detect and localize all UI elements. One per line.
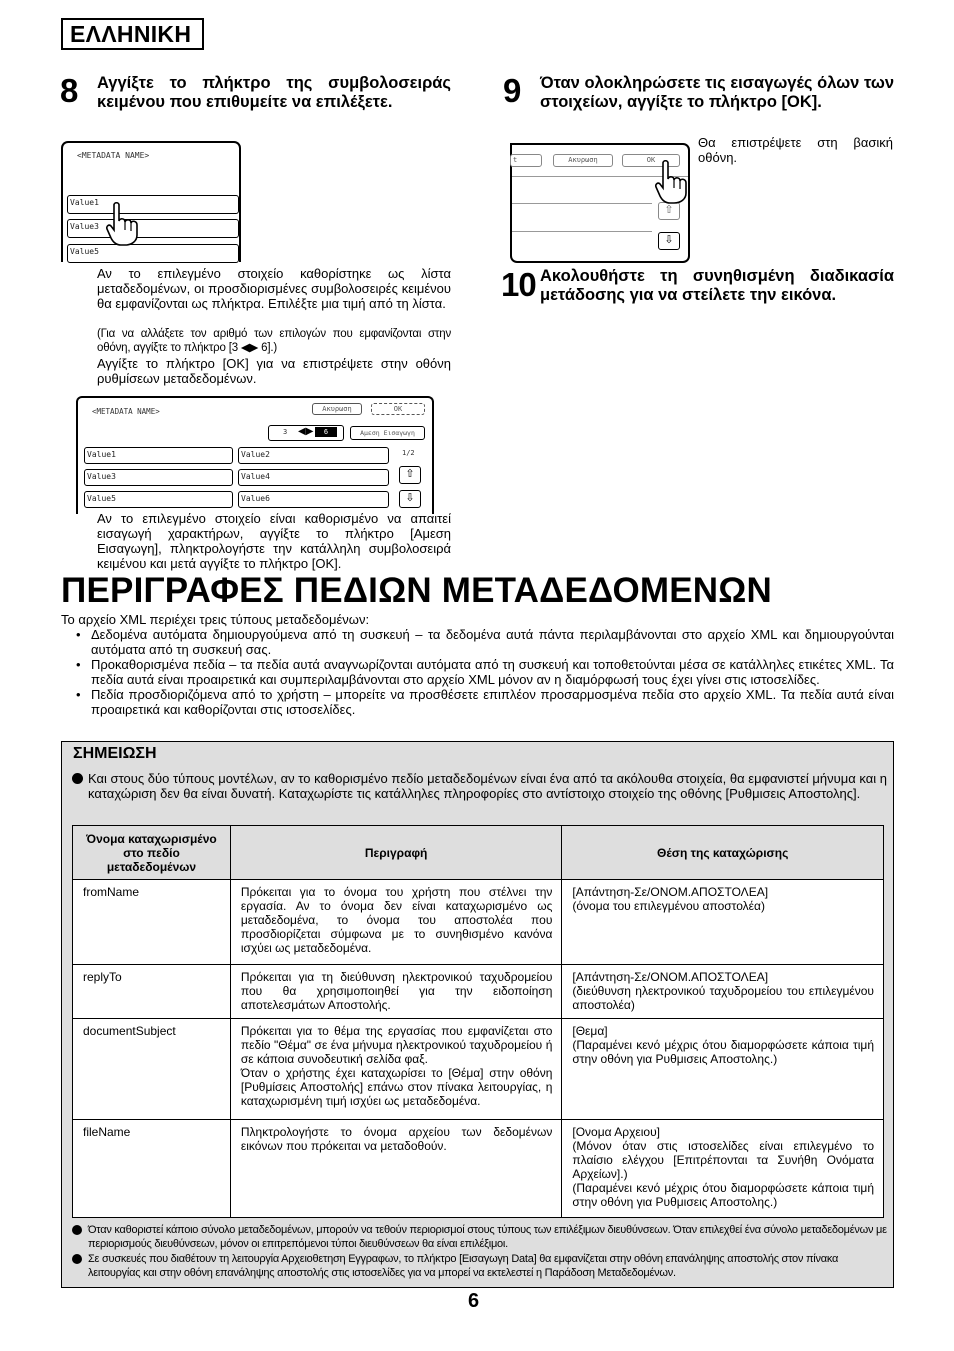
field-description: Πληκτρολογήστε το όνομα αρχείου των δεδομένων εικόνων που πρόκειται να μεταδοθούν. (230, 1120, 562, 1218)
divider (512, 203, 652, 204)
cancel-button[interactable]: Ακυρωση (312, 403, 362, 415)
step-10-heading: Ακολουθήστε τη συνηθισμένη διαδικασία μετάδοσης για να στείλετε την εικόνα. (540, 267, 894, 304)
value5-key[interactable]: Value5 (67, 244, 239, 263)
ok-button[interactable]: OK (622, 154, 680, 167)
language-label: ΕΛΛΗΝΙΚΗ (61, 18, 204, 50)
step-8-para-1-note: (Για να αλλάξετε τον αριθμό των επιλογών που εμφανίζονται στην οθόνη, αγγίξτε το πλήκτρο [3 ◀▶ 6].) (97, 328, 451, 354)
value1-key[interactable]: Value1 (67, 195, 239, 214)
field-name: replyTo (73, 965, 231, 1019)
step-10-number: 10 (501, 266, 536, 303)
field-name: documentSubject (73, 1019, 231, 1120)
step-8-number: 8 (60, 72, 78, 109)
step-8-para-2: Αν το επιλεγμένο στοιχείο είναι καθορισμένο να απαιτεί εισαγωγή χαρακτήρων, αγγίξτε το πλήκτρο [Αμεση Εισαγωγη], πληκτρολογήστε την κατάλληλη συμβολοσειρά κειμένου και μετά αγγίξτε το πλήκτρο [OK]. (97, 511, 451, 571)
tab-button[interactable]: t (510, 154, 542, 167)
note-box (61, 741, 894, 1288)
bullet-dot-icon (72, 1225, 82, 1235)
step-8-para-1-end: Αγγίξτε το πλήκτρο [OK] για να επιστρέψετε στην οθόνη ρυθμίσεων μεταδεδομένων. (97, 356, 451, 386)
metadata-types-list (61, 627, 894, 717)
left-right-arrows-icon: ◀▶ (298, 426, 314, 437)
column-header: Περιγραφή (230, 826, 562, 880)
field-description: Πρόκειται για το όνομα του χρήστη που στέλνει την εργασία. Αν το όνομα δεν είναι καταχωρισμένο ως μεταδεδομένα, το όνομα του αποστολέα που προσδιορίζεται σύμφωνα με το συνηθισμένο κανόνα ισχύει ως μεταδεδομένα. (230, 880, 562, 965)
metadata-list-screen (61, 141, 241, 262)
field-position: [Απάντηση-Σε/ΟΝΟΜ.ΑΠΟΣΤΟΛΕΑ] (διεύθυνση ηλεκτρονικού ταχυδρομείου του επιλεγμένου αποστολέα) (562, 965, 884, 1019)
list-item: • Πεδία προσδιοριζόμενα από το χρήστη – μπορείτε να προσθέσετε επιπλέον προσαρμοσμένα πεδία στο αρχείο XML. Τα πεδία αυτά είναι προαιρετικά και καθορίζονται στις ιστοσελίδες. (61, 687, 894, 717)
metadata-fields-table (72, 825, 884, 1218)
value4-key[interactable]: Value4 (238, 469, 389, 486)
scroll-up-icon[interactable]: ⇧ (658, 202, 680, 220)
step-8-para-1: Αν το επιλεγμένο στοιχείο καθορίστηκε ως λίστα μεταδεδομένων, οι προσδιορισμένες συμβολοσειρές κειμένου θα εμφανίζονται ως πλήκτρα. Επιλέξτε μια τιμή από τη λίστα. (97, 266, 451, 311)
field-description: Πρόκειται για το θέμα της εργασίας που εμφανίζεται στο πεδίο "Θέμα" σε ένα μήνυμα ηλεκτρονικού ταχυδρομείου ή σε κάποια συνοδευτική σελίδα φαξ. Όταν ο χρήστης έχει καταχωρίσει το [Θέμα] στην οθόνη [Ρυθμίσεις Αποστολής] επάνω στον πίνακα λειτουργίας, η καταχωρισμένη τιμή ισχύει ως μεταδεδομένα. (230, 1019, 562, 1120)
field-position: [Απάντηση-Σε/ΟΝΟΜ.ΑΠΟΣΤΟΛΕΑ] (όνομα του επιλεγμένου αποστολέα) (562, 880, 884, 965)
step-9-number: 9 (503, 72, 521, 109)
value3-key[interactable]: Value3 (84, 469, 233, 486)
value3-key[interactable]: Value3 (67, 219, 239, 238)
table-row (73, 965, 884, 1019)
page-indicator: 1/2 (402, 449, 415, 457)
note-foot-1: Όταν καθοριστεί κάποιο σύνολο μεταδεδομένων, μπορούν να τεθούν περιορισμοί στους τύπους των επιλέξιμων διευθύνσεων. Όταν επιλεχθεί ένα σύνολο μεταδεδομένων με περιορισμούς διευθύνσεων, μόνον οι επιτρεπόμενοι τύποι διευθύνσεων θα είναι επιλέξιμοι. (88, 1224, 887, 1250)
screen-title: <METADATA NAME> (77, 151, 150, 160)
section-intro: Το αρχείο XML περιέχει τρεις τύπους μεταδεδομένων: (61, 612, 370, 627)
field-name: fromName (73, 880, 231, 965)
list-item: • Δεδομένα αυτόματα δημιουργούμενα από τη συσκευή – τα δεδομένα αυτά πάντα περιλαμβάνονται στο αρχείο XML και δημιουργούνται αυτόματα από τη συσκευή σας. (61, 627, 894, 657)
settings-screen (510, 143, 690, 263)
pointing-hand-icon (654, 159, 694, 205)
count-right: 6 (315, 427, 337, 437)
list-item: • Προκαθορισμένα πεδία – τα πεδία αυτά αναγνωρίζονται αυτόματα από τη συσκευή και τοποθετούνται μέσα σε κατάλληλες ετικέτες XML. Τα πεδία αυτά είναι προαιρετικά και συμπεριλαμβάνονται στο αρχείο XML μόνον αν η διαμόρφωσή τους έχει γίνει στις ιστοσελίδες. (61, 657, 894, 687)
step-9-heading: Όταν ολοκληρώσετε τις εισαγωγές όλων των στοιχείων, αγγίξτε το πλήκτρο [OK]. (540, 74, 894, 111)
bullet-dot-icon (72, 773, 83, 784)
value6-key[interactable]: Value6 (238, 491, 389, 508)
pointing-hand-icon (105, 201, 145, 247)
choice-count-toggle[interactable] (268, 425, 344, 441)
ok-button[interactable]: OK (371, 403, 425, 415)
count-left: 3 (283, 428, 288, 436)
column-header: Θέση της καταχώρισης (562, 826, 884, 880)
divider (512, 231, 652, 232)
value2-key[interactable]: Value2 (238, 447, 389, 464)
value5-key[interactable]: Value5 (84, 491, 233, 508)
field-position: [Ονομα Αρχειου] (Μόνον όταν στις ιστοσελίδες είναι επιλεγμένο το πλαίσιο ελέγχου [Επιτρέπονται τα Συνήθη Ονόματα Αρχείων].) (Παραμένει κενό μέχρις ότου διαμορφώσετε κάποια τιμή στην οθόνη για Ρυθμισεις Αποστολης.) (562, 1120, 884, 1218)
field-position: [Θεμα] (Παραμένει κενό μέχρις ότου διαμορφώσετε κάποια τιμή στην οθόνη για Ρυθμισεις Αποστολης.) (562, 1019, 884, 1120)
note-lead: Και στους δύο τύπους μοντέλων, αν το καθορισμένο πεδίο μεταδεδομένων είναι ένα από τα ακόλουθα στοιχεία, θα εμφανιστεί μήνυμα και η καταχώριση δεν θα είναι δυνατή. Καταχωρίστε τις κατάλληλες πληροφορίες στο αντίστοιχο στοιχείο της οθόνης [Ρυθμισεις Αποστολης]. (88, 771, 887, 801)
metadata-select-screen (76, 396, 434, 514)
screen-title: <METADATA NAME> (92, 407, 160, 416)
table-row (73, 880, 884, 965)
note-foot-2: Σε συσκευές που διαθέτουν τη λειτουργία Αρχειοθετηση Εγγραφων, το πλήκτρο [Εισαγωγη Data] θα εμφανίζεται στην οθόνη επανάληψης αποστολής στον πίνακα λειτουργίας και στην οθόνη επανάληψης αποστολής στις ιστοσελίδες για να μπορεί να εκτελεστεί η Παράδοση Μεταδεδομένων. (88, 1253, 839, 1279)
table-row (73, 1120, 884, 1218)
page-number: 6 (468, 1290, 480, 1312)
step-9-note: Θα επιστρέψετε στη βασική οθόνη. (698, 135, 893, 165)
value1-key[interactable]: Value1 (84, 447, 233, 464)
scroll-down-icon[interactable]: ⇩ (399, 490, 421, 508)
direct-entry-button[interactable]: Αμεση Εισαγωγη (350, 426, 425, 440)
section-title: ΠΕΡΙΓΡΑΦΕΣ ΠΕΔΙΩΝ ΜΕΤΑΔΕΔΟΜΕΝΩΝ (61, 571, 772, 610)
step-8-heading: Αγγίξτε το πλήκτρο της συμβολοσειράς κειμένου που επιθυμείτε να επιλέξετε. (97, 74, 451, 111)
cancel-button[interactable]: Ακυρωση (553, 154, 613, 167)
table-row (73, 1019, 884, 1120)
bullet-dot-icon (72, 1254, 82, 1264)
column-header: Όνομα καταχωρισμένο στο πεδίο μεταδεδομένων (73, 826, 231, 880)
field-name: fileName (73, 1120, 231, 1218)
field-description: Πρόκειται για τη διεύθυνση ηλεκτρονικού ταχυδρομείου που θα χρησιμοποιηθεί για την ειδοποίηση αποτελεσμάτων Αποστολής. (230, 965, 562, 1019)
scroll-up-icon[interactable]: ⇧ (399, 466, 421, 484)
note-title: ΣΗΜΕΙΩΣΗ (73, 745, 157, 762)
scroll-down-icon[interactable]: ⇩ (658, 232, 680, 250)
